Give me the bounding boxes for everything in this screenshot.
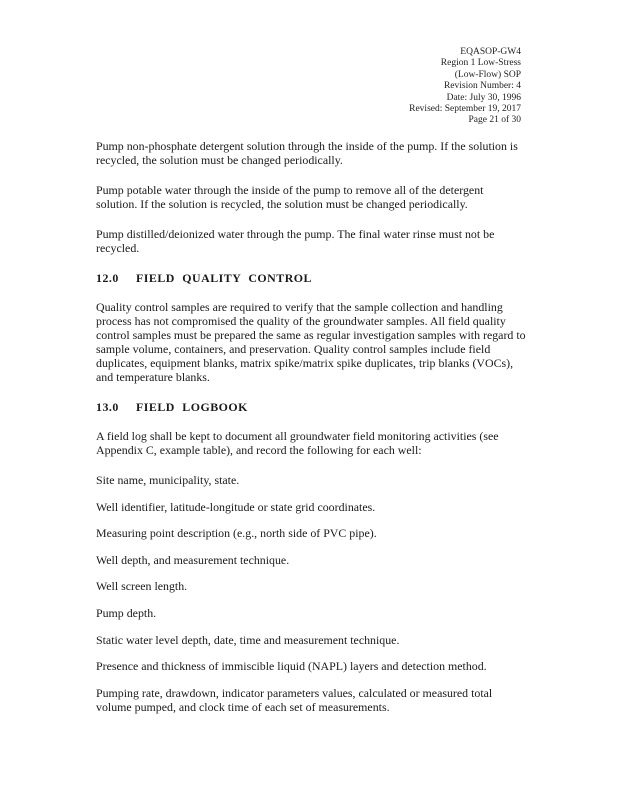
list-item: Pump depth.	[96, 605, 157, 620]
header-date: Date: July 30, 1996	[446, 92, 521, 103]
header-page-number: Page 21 of 30	[468, 115, 521, 126]
section-heading-12	[96, 271, 526, 285]
paragraph: Pump non-phosphate detergent solution through the inside of the pump. If the solution is recycled, the solution must be changed periodically.	[96, 139, 518, 167]
paragraph: Pump potable water through the inside of the pump to remove all of the detergent solution. If the solution is recycled, the solution must be changed periodically.	[96, 183, 484, 211]
list-item: Site name, municipality, state.	[96, 473, 240, 487]
section-title: FIELD QUALITY CONTROL	[136, 271, 312, 285]
list-item: Presence and thickness of immiscible liquid (NAPL) layers and detection method.	[96, 659, 487, 674]
section-number: 13.0	[96, 400, 119, 414]
list-item: Well screen length.	[96, 579, 188, 594]
paragraph: Pump distilled/deionized water through the pump. The final water rinse must not be recycled.	[96, 227, 495, 255]
section-heading-13	[96, 400, 526, 414]
header-revised: Revised: September 19, 2017	[409, 104, 521, 115]
header-sop: (Low-Flow) SOP	[454, 69, 521, 80]
list-item: Pumping rate, drawdown, indicator parameters values, calculated or measured total volume pumped, and clock time of each set of measurements.	[96, 685, 493, 714]
header-doc-id: EQASOP-GW4	[460, 47, 521, 57]
list-item: Well depth, and measurement technique.	[96, 552, 290, 567]
list-item: Static water level depth, date, time and measurement technique.	[96, 632, 400, 647]
section-number: 12.0	[96, 271, 119, 285]
list-item: Measuring point description (e.g., north side of PVC pipe).	[96, 526, 377, 541]
header-revision: Revision Number: 4	[443, 81, 521, 92]
section-title: FIELD LOGBOOK	[136, 400, 248, 414]
header-region: Region 1 Low-Stress	[440, 58, 521, 69]
document-body	[96, 139, 526, 726]
list-item: Well identifier, latitude-longitude or state grid coordinates.	[96, 499, 376, 514]
section-13-intro: A field log shall be kept to document all groundwater field monitoring activities (see Appendix C, example table), and record the following for each well:	[96, 429, 499, 457]
section-12-text: Quality control samples are required to verify that the sample collection and handling process has not compromised the quality of the groundwater samples. All field quality control samples must be prepared the same as regular investigation samples with regard to sample volume, containers, and preservation. Quality control samples include field duplicates, equipment blanks, matrix spike/matrix spike duplicates, trip blanks (VOCs), and temperature blanks.	[96, 300, 526, 384]
document-header	[409, 47, 521, 127]
